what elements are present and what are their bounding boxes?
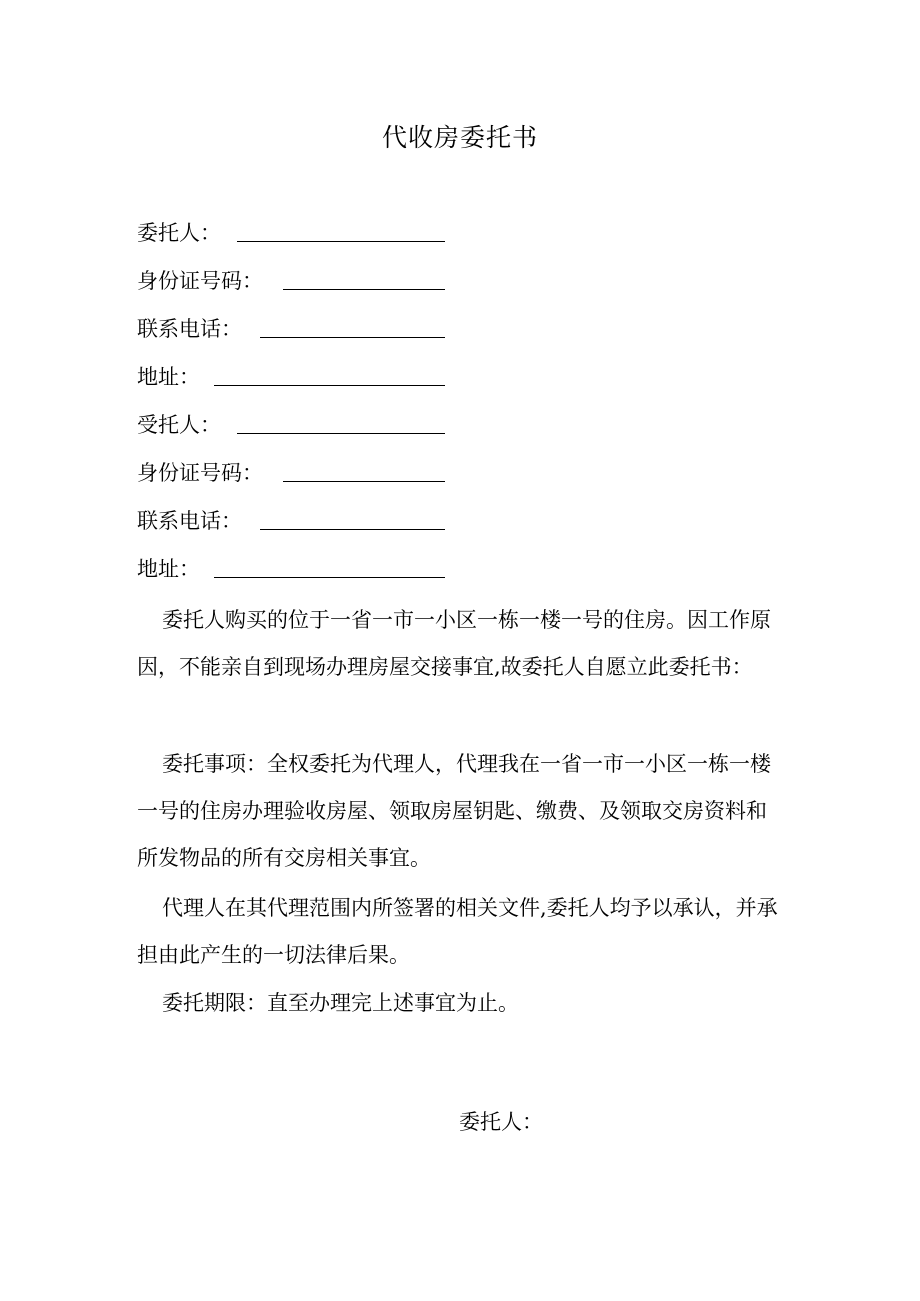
principal-id-field <box>137 264 445 294</box>
agent-name-blank[interactable] <box>237 433 445 434</box>
document-title: 代收房委托书 <box>381 123 538 152</box>
principal-phone-label: 联系电话： <box>137 317 242 341</box>
term-paragraph: 委托期限：直至办理完上述事宜为止。 <box>162 991 519 1015</box>
agent-phone-blank[interactable] <box>260 529 445 530</box>
agent-phone-field <box>137 504 445 534</box>
principal-name-label: 委托人： <box>137 221 221 245</box>
principal-name-blank[interactable] <box>237 241 445 242</box>
liability-paragraph: 代理人在其代理范围内所签署的相关文件,委托人均予以承认，并承担由此产生的一切法律后果。 <box>137 896 778 967</box>
principal-id-blank[interactable] <box>283 289 445 290</box>
agent-id-field <box>137 456 445 486</box>
agent-name-label: 受托人： <box>137 413 221 437</box>
agent-phone-label: 联系电话： <box>137 509 242 533</box>
agent-address-field <box>137 552 445 582</box>
principal-phone-blank[interactable] <box>260 337 445 338</box>
agent-id-label: 身份证号码： <box>137 461 263 485</box>
principal-id-label: 身份证号码： <box>137 269 263 293</box>
agent-name-field <box>137 408 445 438</box>
principal-address-field <box>137 360 445 390</box>
agent-id-blank[interactable] <box>283 481 445 482</box>
entrusted-matters-paragraph: 委托事项：全权委托为代理人，代理我在一省一市一小区一栋一楼一号的住房办理验收房屋、领取房屋钥匙、缴费、及领取交房资料和所发物品的所有交房相关事宜。 <box>137 752 771 870</box>
principal-name-field <box>137 216 445 246</box>
principal-address-label: 地址： <box>137 365 200 389</box>
agent-address-blank[interactable] <box>214 577 445 578</box>
principal-address-blank[interactable] <box>214 385 445 386</box>
agent-address-label: 地址： <box>137 557 200 581</box>
purchase-statement-paragraph: 委托人购买的位于一省一市一小区一栋一楼一号的住房。因工作原因，不能亲自到现场办理房屋交接事宜,故委托人自愿立此委托书： <box>137 608 771 679</box>
principal-phone-field <box>137 312 445 342</box>
signature-label: 委托人： <box>459 1110 543 1134</box>
